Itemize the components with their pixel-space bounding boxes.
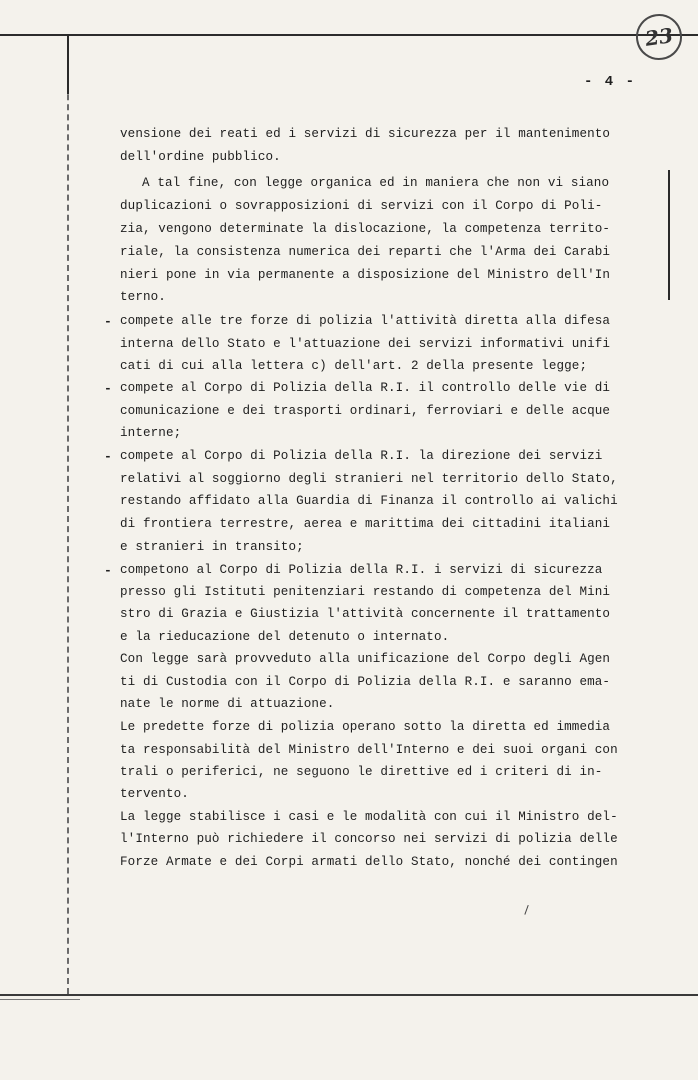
text-line: Le predette forze di polizia operano sotto la diretta ed immedia [120, 720, 611, 734]
text-line: La legge stabilisce i casi e le modalità con cui il Ministro del- [120, 810, 618, 824]
text-line: compete al Corpo di Polizia della R.I. la direzione dei servizi [120, 449, 603, 463]
text-line: zia, vengono determinate la dislocazione, la competenza territo- [120, 222, 611, 236]
text-line: stro di Grazia e Giustizia l'attività concernente il trattamento [120, 607, 611, 621]
text-line: cati di cui alla lettera c) dell'art. 2 della presente legge; [120, 359, 588, 373]
left-margin-line-top [67, 34, 69, 94]
bullet-dash: - [104, 449, 112, 464]
text-line: duplicazioni o sovrapposizioni di servizi con il Corpo di Poli- [120, 199, 603, 213]
pen-mark [524, 905, 529, 915]
stamp-number: 23 [643, 23, 675, 51]
text-line: compete alle tre forze di polizia l'attività diretta alla difesa [120, 314, 611, 328]
text-line: vensione dei reati ed i servizi di sicurezza per il mantenimento [120, 127, 611, 141]
bullet-dash: - [104, 563, 112, 578]
text-line: e la rieducazione del detenuto o internato. [120, 630, 450, 644]
text-line: Con legge sarà provveduto alla unificazione del Corpo degli Agen [120, 652, 611, 666]
text-line: ta responsabilità del Ministro dell'Interno e dei suoi organi con [120, 743, 618, 757]
text-line: dell'ordine pubblico. [120, 150, 281, 164]
text-line: terno. [120, 290, 166, 304]
text-line: Forze Armate e dei Corpi armati dello Stato, nonché dei contingen [120, 855, 618, 869]
text-line: e stranieri in transito; [120, 540, 304, 554]
text-line: nate le norme di attuazione. [120, 697, 335, 711]
bottom-rule-secondary [0, 999, 80, 1000]
text-line: presso gli Istituti penitenziari restando di competenza del Mini [120, 585, 611, 599]
bottom-rule [0, 994, 698, 996]
text-line: tervento. [120, 787, 189, 801]
text-line: A tal fine, con legge organica ed in maniera che non vi siano [142, 176, 610, 190]
page-number: - 4 - [584, 74, 637, 90]
text-line: restando affidato alla Guardia di Finanza il controllo ai valichi [120, 494, 618, 508]
bullet-dash: - [104, 381, 112, 396]
text-line: interna dello Stato e l'attuazione dei servizi informativi unifi [120, 337, 611, 351]
text-line: trali o periferici, ne seguono le direttive ed i criteri di in- [120, 765, 603, 779]
text-line: di frontiera terrestre, aerea e marittima dei cittadini italiani [120, 517, 611, 531]
text-line: compete al Corpo di Polizia della R.I. il controllo delle vie di [120, 381, 611, 395]
text-line: interne; [120, 426, 182, 440]
margin-mark-bar [668, 170, 670, 300]
text-line: comunicazione e dei trasporti ordinari, ferroviari e delle acque [120, 404, 611, 418]
top-rule [0, 34, 698, 36]
left-margin-line [67, 34, 69, 994]
text-line: riale, la consistenza numerica dei reparti che l'Arma dei Carabi [120, 245, 611, 259]
page-stamp [633, 11, 685, 63]
text-line: ti di Custodia con il Corpo di Polizia della R.I. e saranno ema- [120, 675, 611, 689]
text-line: nieri pone in via permanente a disposizione del Ministro dell'In [120, 268, 611, 282]
bullet-dash: - [104, 314, 112, 329]
text-line: competono al Corpo di Polizia della R.I. i servizi di sicurezza [120, 563, 603, 577]
text-line: l'Interno può richiedere il concorso nei servizi di polizia delle [120, 832, 618, 846]
text-line: relativi al soggiorno degli stranieri nel territorio dello Stato, [120, 472, 618, 486]
